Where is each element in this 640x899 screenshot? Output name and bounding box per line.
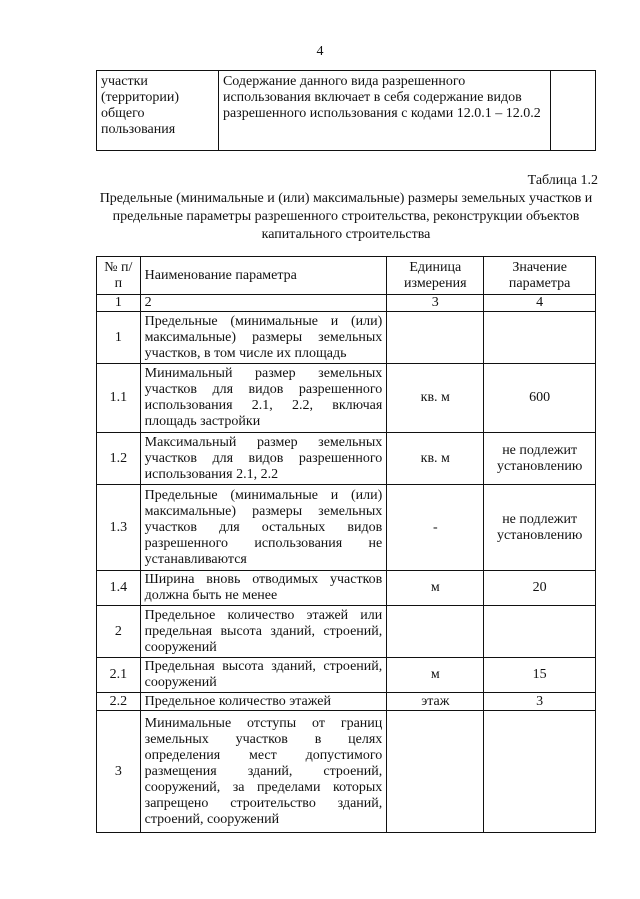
row-value [484,711,596,833]
table-row [97,571,596,606]
row-parameter-name: Предельное количество этажей или предельная высота зданий, строений, сооружений [140,606,387,658]
row-value [484,606,596,658]
row-parameter-name: Минимальные отступы от границ земельных участков в целях определения мест допустимого размещения зданий, строений, сооружений, за пределами которых запрещено строительство зданий, строений, сооружений [140,711,387,833]
row-unit: кв. м [387,433,484,485]
row-unit: - [387,485,484,571]
top-table-description-cell: Содержание данного вида разрешенного использования включает в себя содержание видов разрешенного использования с кодами 12.0.1 – 12.0.2 [218,71,550,151]
column-number: 3 [387,295,484,312]
row-unit [387,312,484,364]
row-parameter-name: Максимальный размер земельных участков для видов разрешенного использования 2.1, 2.2 [140,433,387,485]
row-unit: м [387,571,484,606]
table-row [97,711,596,833]
row-number: 2.2 [97,693,141,711]
row-unit [387,606,484,658]
page-number: 4 [316,44,324,59]
row-unit [387,711,484,833]
header-value: Значение параметра [484,257,596,295]
row-value: не подлежит установлению [484,433,596,485]
table-row [97,485,596,571]
row-value: 15 [484,658,596,693]
parameters-table [96,256,596,833]
row-number: 2 [97,606,141,658]
column-numbers-row [97,295,596,312]
table-row [97,658,596,693]
table-row [97,433,596,485]
top-table-code-cell [550,71,595,151]
table-row [97,606,596,658]
table-row [97,693,596,711]
row-unit: кв. м [387,364,484,433]
row-number: 1.4 [97,571,141,606]
row-parameter-name: Минимальный размер земельных участков для видов разрешенного использования 2.1, 2.2, включая площадь застройки [140,364,387,433]
row-value: 600 [484,364,596,433]
header-parameter-name: Наименование параметра [140,257,387,295]
column-number: 2 [140,295,387,312]
row-parameter-name: Предельные (минимальные и (или) максимальные) размеры земельных участков для остальных видов разрешенного использования не устанавливаются [140,485,387,571]
table-caption: Таблица 1.2 [527,173,598,188]
table-row [97,312,596,364]
row-number: 2.1 [97,658,141,693]
row-parameter-name: Ширина вновь отводимых участков должна быть не менее [140,571,387,606]
row-value [484,312,596,364]
row-parameter-name: Предельные (минимальные и (или) максимальные) размеры земельных участков, в том числе их площадь [140,312,387,364]
table-header-row [97,257,596,295]
row-number: 3 [97,711,141,833]
row-parameter-name: Предельное количество этажей [140,693,387,711]
table-row [97,364,596,433]
row-value: 20 [484,571,596,606]
row-unit: этаж [387,693,484,711]
row-value: не подлежит установлению [484,485,596,571]
top-table [96,70,596,151]
row-number: 1.2 [97,433,141,485]
row-number: 1 [97,312,141,364]
table-title: Предельные (минимальные и (или) максимальные) размеры земельных участков и предельные параметры разрешенного строительства, реконструкции объектов капитального строительства [99,191,593,242]
row-unit: м [387,658,484,693]
column-number: 4 [484,295,596,312]
row-number: 1.3 [97,485,141,571]
header-unit: Единица измерения [387,257,484,295]
column-number: 1 [97,295,141,312]
header-number: № п/п [97,257,141,295]
top-table-row [97,71,596,151]
row-value: 3 [484,693,596,711]
top-table-name-cell: участки (территории) общего пользования [97,71,219,151]
row-number: 1.1 [97,364,141,433]
row-parameter-name: Предельная высота зданий, строений, сооружений [140,658,387,693]
